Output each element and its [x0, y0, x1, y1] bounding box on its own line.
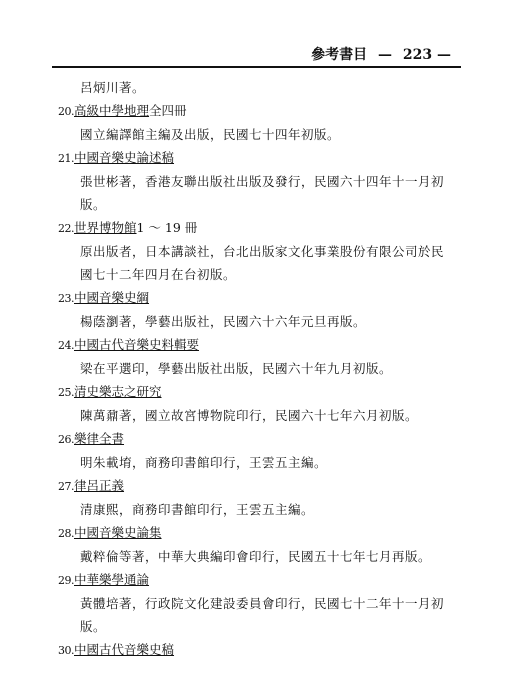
- entry-number: 21.: [58, 152, 74, 165]
- entry-number: 28.: [58, 527, 74, 540]
- entry-description-line: 版。: [80, 197, 107, 212]
- entry-title-suffix: 全四冊: [149, 103, 187, 118]
- entry-title: 中國古代音樂史料輯要: [74, 337, 200, 352]
- entry-title-line: [58, 146, 448, 170]
- entry-number: 22.: [58, 222, 74, 235]
- dash-right: —: [437, 47, 451, 63]
- entry-number: 29.: [58, 574, 74, 587]
- entry-title: 律呂正義: [74, 478, 125, 493]
- entry-description-line: 張世彬著，香港友聯出版社出版及發行，民國六十四年十一月初: [80, 174, 445, 189]
- bibliography-entry: [58, 216, 448, 286]
- entry-title-line: [58, 474, 448, 498]
- entry-number: 25.: [58, 386, 74, 399]
- entry-title: 中國音樂史綱: [74, 290, 150, 305]
- bibliography-entry: [58, 146, 448, 216]
- entry-description-line: 版。: [80, 619, 107, 634]
- entry-title-line: [58, 99, 448, 123]
- bibliography-entry: [58, 474, 448, 521]
- bibliography-entry: [58, 427, 448, 474]
- bibliography-entry: [58, 99, 448, 146]
- entry-number: 30.: [58, 644, 74, 657]
- entry-title-line: [58, 568, 448, 592]
- entry-number: 20.: [58, 105, 74, 118]
- entry-title: 世界博物館: [74, 220, 137, 235]
- entry-description-line: 楊蔭瀏著，學藝出版社，民國六十六年元旦再版。: [80, 314, 367, 329]
- bibliography-entry: [58, 521, 448, 568]
- entry-description-line: 陳萬鼐著，國立故宮博物院印行，民國六十七年六月初版。: [80, 408, 419, 423]
- bibliography-entry: [58, 380, 448, 427]
- entry-title: 樂律全書: [74, 431, 125, 446]
- entry-description-line: 國七十二年四月在台初版。: [80, 267, 237, 282]
- entry-title-line: [58, 521, 448, 545]
- entry-title-line: [58, 286, 448, 310]
- entry-number: 24.: [58, 339, 74, 352]
- bibliography-entry: [58, 286, 448, 333]
- bibliography-entry: [58, 568, 448, 638]
- entry-number: 23.: [58, 292, 74, 305]
- entry-number: 26.: [58, 433, 74, 446]
- running-header: [311, 44, 451, 64]
- entry-title: 清史樂志之研究: [74, 384, 162, 399]
- entry-title-line: [58, 427, 448, 451]
- entry-description-line: 黃體培著，行政院文化建設委員會印行，民國七十二年十一月初: [80, 596, 445, 611]
- entry-description-line: 原出版者，日本講談社，台北出版家文化事業股份有限公司於民: [80, 244, 445, 259]
- entry-description-line: 梁在平選印，學藝出版社出版，民國六十年九月初版。: [80, 361, 393, 376]
- entry-description-line: 國立編譯館主編及出版，民國七十四年初版。: [80, 127, 341, 142]
- section-title: 參考書目: [311, 47, 368, 63]
- entry-title-line: [58, 380, 448, 404]
- entry-title-line: [58, 638, 448, 662]
- entry-description-line: 明朱載堉，商務印書館印行，王雲五主編。: [80, 455, 328, 470]
- bibliography-entry: [58, 638, 448, 662]
- entry-title: 中國音樂史論集: [74, 525, 162, 540]
- page-number: 223: [402, 47, 433, 63]
- bibliography-list: [58, 76, 448, 662]
- dash-left: —: [378, 47, 393, 63]
- entry-title: 高級中學地理: [74, 103, 150, 118]
- entry-title: 中國古代音樂史稿: [74, 642, 175, 657]
- bibliography-entry: [58, 333, 448, 380]
- continuation-line: 呂炳川著。: [80, 80, 146, 95]
- header-rule: [52, 66, 461, 68]
- entry-title: 中華樂學通論: [74, 572, 150, 587]
- entry-title-line: [58, 216, 448, 240]
- entry-title-suffix: 1 ～ 19 冊: [136, 220, 198, 235]
- entry-description-line: 戴粹倫等著，中華大典編印會印行，民國五十七年七月再版。: [80, 549, 432, 564]
- entry-number: 27.: [58, 480, 74, 493]
- entry-description-line: 清康熙，商務印書館印行，王雲五主編。: [80, 502, 315, 517]
- entry-title-line: [58, 333, 448, 357]
- entry-title: 中國音樂史論述稿: [74, 150, 175, 165]
